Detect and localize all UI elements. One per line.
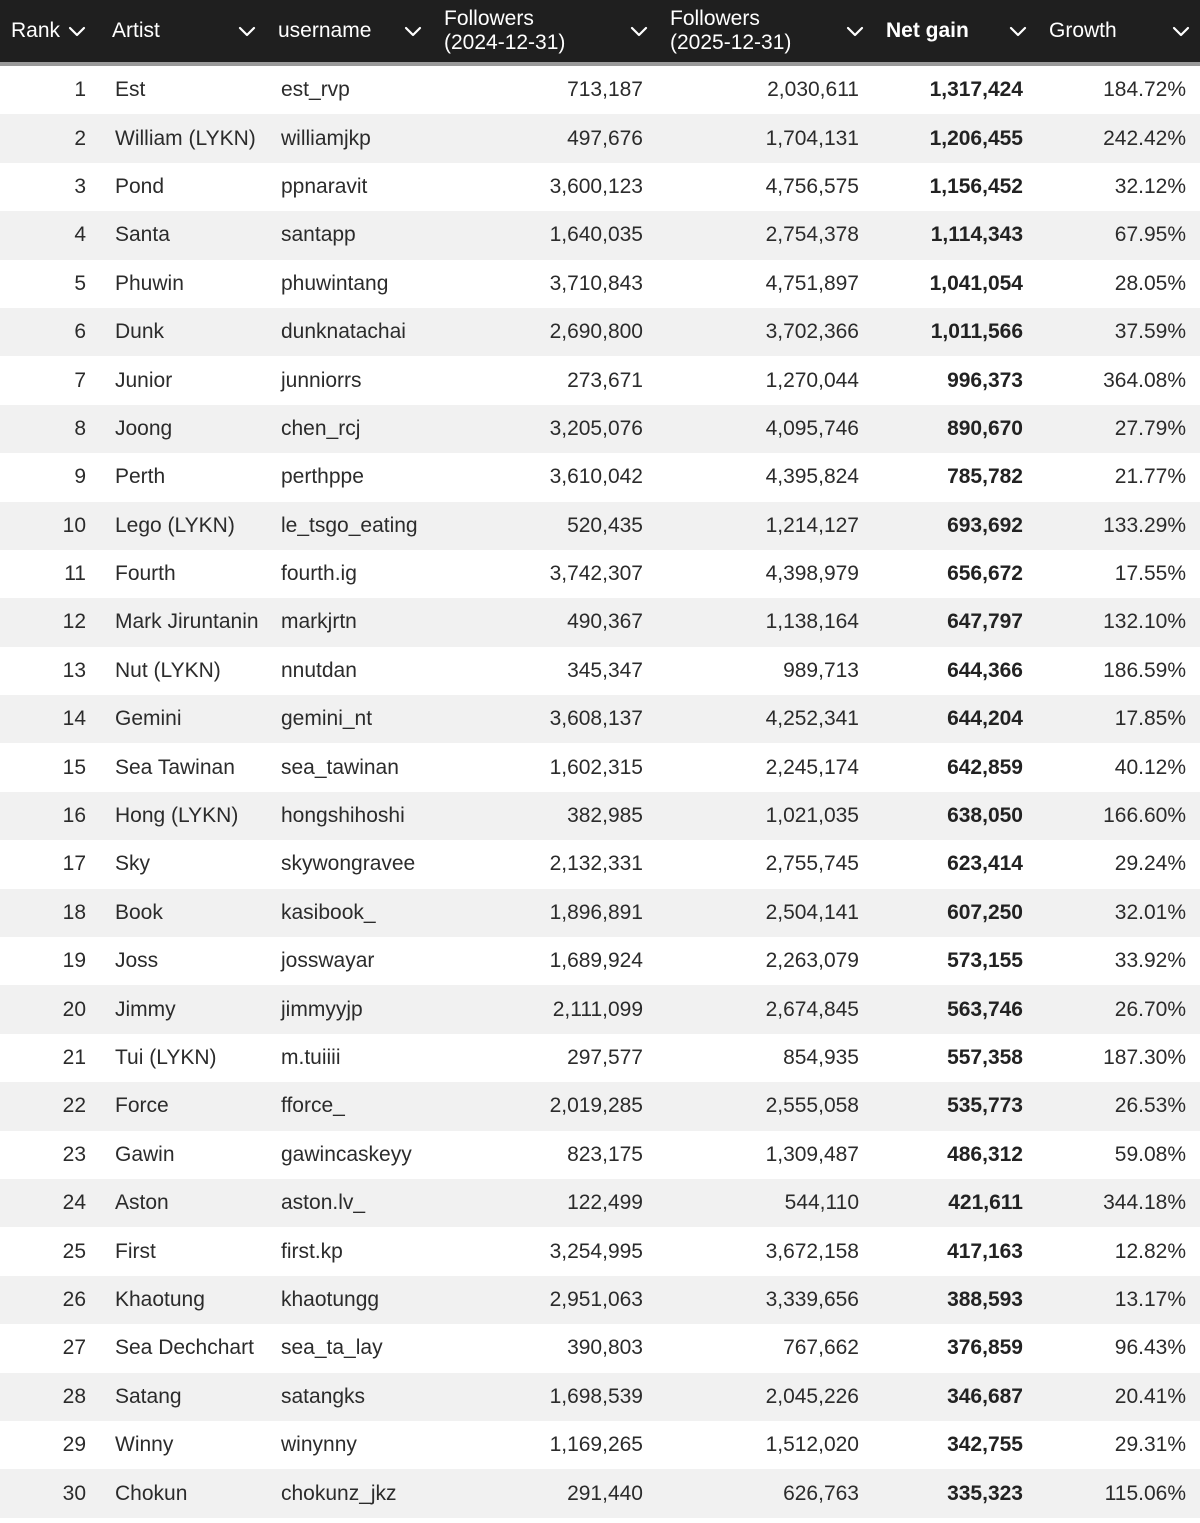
artist-cell: Tui (LYKN)	[115, 1046, 217, 1069]
net-gain-cell: 376,859	[947, 1336, 1023, 1360]
net-gain-cell: 644,204	[947, 707, 1023, 731]
rank-cell: 1	[74, 78, 86, 102]
table-row	[0, 985, 1200, 1033]
followers-2025-cell: 1,270,044	[765, 368, 859, 392]
rank-cell: 4	[74, 223, 86, 247]
growth-cell: 17.85%	[1114, 707, 1186, 731]
growth-cell: 184.72%	[1103, 78, 1186, 102]
net-gain-cell: 1,011,566	[930, 320, 1023, 344]
growth-cell: 67.95%	[1114, 223, 1186, 247]
table-row	[0, 1131, 1200, 1179]
net-gain-cell: 890,670	[947, 416, 1023, 440]
followers-2024-cell: 2,132,331	[549, 852, 643, 876]
followers-2024-cell: 3,610,042	[549, 465, 643, 489]
rank-cell: 18	[62, 900, 86, 924]
followers-2024-cell: 3,254,995	[549, 1239, 643, 1263]
artist-cell: Lego (LYKN)	[115, 513, 235, 537]
chevron-down-icon[interactable]	[846, 25, 864, 37]
rank-cell: 10	[62, 513, 86, 537]
column-header-line-1: Followers	[670, 7, 760, 30]
followers-2024-cell: 122,499	[567, 1191, 643, 1215]
column-header-artist[interactable]	[100, 0, 266, 62]
username-cell: chokunz_jkz	[281, 1481, 397, 1505]
followers-2025-cell: 4,252,341	[765, 707, 859, 731]
growth-cell: 13.17%	[1114, 1287, 1186, 1311]
artist-cell: Force	[115, 1094, 169, 1118]
growth-cell: 115.06%	[1104, 1481, 1186, 1505]
table-row	[0, 1179, 1200, 1227]
artist-cell: Nut (LYKN)	[115, 658, 221, 682]
followers-2025-cell: 4,095,746	[765, 416, 859, 440]
net-gain-cell: 1,114,343	[930, 223, 1023, 247]
rank-cell: 2	[74, 126, 86, 150]
followers-2024-cell: 3,600,123	[549, 174, 643, 198]
followers-2025-cell: 1,512,020	[765, 1433, 859, 1457]
net-gain-cell: 638,050	[947, 804, 1023, 828]
followers-2025-cell: 626,763	[783, 1481, 859, 1505]
net-gain-cell: 563,746	[947, 997, 1023, 1021]
username-cell: m.tuiiii	[281, 1046, 341, 1069]
followers-2024-cell: 823,175	[567, 1142, 643, 1166]
net-gain-cell: 1,317,424	[929, 78, 1023, 102]
followers-2024-cell: 291,440	[567, 1481, 643, 1505]
rank-cell: 30	[62, 1481, 86, 1505]
followers-2024-cell: 1,640,035	[549, 223, 643, 247]
username-cell: phuwintang	[281, 271, 389, 295]
followers-2024-cell: 390,803	[567, 1336, 643, 1360]
artist-cell: Satang	[115, 1384, 182, 1408]
column-header-line-1: Followers	[444, 7, 534, 30]
table-row	[0, 598, 1200, 646]
followers-2025-cell: 4,398,979	[765, 562, 859, 586]
followers-2024-cell: 3,205,076	[549, 416, 643, 440]
table-row	[0, 502, 1200, 550]
followers-2025-cell: 854,935	[783, 1046, 859, 1069]
growth-cell: 132.10%	[1103, 610, 1186, 634]
table-row	[0, 1373, 1200, 1421]
net-gain-cell: 623,414	[947, 852, 1023, 876]
username-cell: winynny	[281, 1433, 357, 1457]
followers-2024-cell: 3,608,137	[549, 707, 643, 731]
username-cell: ppnaravit	[281, 174, 368, 198]
username-cell: gawincaskeyy	[281, 1142, 412, 1166]
table-row	[0, 1469, 1200, 1517]
followers-2024-cell: 345,347	[567, 658, 643, 682]
column-header-label	[444, 7, 565, 55]
rank-cell: 5	[74, 271, 86, 295]
followers-2024-cell: 490,367	[567, 610, 643, 634]
followers-2024-cell: 3,710,843	[549, 271, 643, 295]
followers-2025-cell: 2,754,378	[765, 223, 859, 247]
followers-2025-cell: 1,704,131	[765, 126, 859, 150]
followers-2025-cell: 2,555,058	[765, 1094, 859, 1118]
table-row	[0, 260, 1200, 308]
followers-2024-cell: 382,985	[567, 804, 643, 828]
growth-cell: 33.92%	[1114, 949, 1186, 973]
followers-2024-cell: 1,169,265	[549, 1433, 643, 1457]
username-cell: santapp	[281, 223, 356, 247]
net-gain-cell: 647,797	[947, 610, 1023, 634]
username-cell: fforce_	[281, 1094, 345, 1118]
username-cell: williamjkp	[281, 126, 371, 150]
followers-2024-cell: 297,577	[567, 1046, 643, 1069]
followers-2024-cell: 2,019,285	[549, 1094, 643, 1118]
rank-cell: 26	[62, 1287, 86, 1311]
table-header	[0, 0, 1200, 66]
chevron-down-icon[interactable]	[404, 25, 422, 37]
username-cell: first.kp	[281, 1239, 343, 1263]
growth-cell: 364.08%	[1103, 368, 1186, 392]
username-cell: dunknatachai	[281, 320, 406, 344]
followers-2025-cell: 2,755,745	[765, 852, 859, 876]
growth-cell: 186.59%	[1103, 658, 1186, 682]
growth-cell: 32.12%	[1114, 174, 1186, 198]
net-gain-cell: 785,782	[947, 465, 1023, 489]
artist-cell: Est	[115, 78, 146, 102]
table-row	[0, 453, 1200, 501]
table-row	[0, 1421, 1200, 1469]
rank-cell: 12	[62, 610, 86, 634]
rank-cell: 15	[62, 755, 86, 779]
column-header-label: Net gain	[886, 19, 969, 42]
rank-cell: 28	[62, 1384, 86, 1408]
growth-cell: 37.59%	[1114, 320, 1186, 344]
column-header-followers-2025[interactable]	[658, 0, 874, 62]
table-row	[0, 792, 1200, 840]
net-gain-cell: 346,687	[947, 1384, 1023, 1408]
artist-cell: Hong (LYKN)	[115, 804, 239, 828]
column-header-label: Rank	[11, 19, 61, 42]
net-gain-cell: 644,366	[947, 658, 1023, 682]
followers-2025-cell: 4,751,897	[765, 271, 859, 295]
rank-cell: 22	[62, 1094, 86, 1118]
growth-cell: 29.31%	[1114, 1433, 1186, 1457]
net-gain-cell: 335,323	[947, 1481, 1023, 1505]
artist-cell: Sea Dechchart	[115, 1336, 254, 1360]
followers-2025-cell: 2,045,226	[765, 1384, 859, 1408]
followers-2025-cell: 2,245,174	[765, 755, 859, 779]
table-row	[0, 550, 1200, 598]
rank-cell: 27	[62, 1336, 86, 1360]
table-row	[0, 1082, 1200, 1130]
username-cell: jimmyyjp	[281, 997, 363, 1021]
username-cell: skywongravee	[281, 852, 416, 876]
chevron-down-icon[interactable]	[238, 25, 256, 37]
followers-2024-cell: 1,896,891	[549, 900, 643, 924]
username-cell: hongshihoshi	[281, 804, 405, 828]
growth-cell: 27.79%	[1114, 416, 1186, 440]
column-header-growth[interactable]	[1037, 0, 1200, 62]
artist-cell: Gemini	[115, 707, 182, 731]
artist-cell: Khaotung	[115, 1287, 205, 1311]
username-cell: nnutdan	[281, 658, 357, 682]
table-row	[0, 66, 1200, 114]
column-header-label	[670, 7, 791, 55]
table-row	[0, 889, 1200, 937]
growth-cell: 17.55%	[1114, 562, 1186, 586]
growth-cell: 133.29%	[1103, 513, 1186, 537]
table-row	[0, 1276, 1200, 1324]
table-row	[0, 695, 1200, 743]
username-cell: kasibook_	[281, 900, 376, 924]
growth-cell: 26.53%	[1114, 1094, 1186, 1118]
table-row	[0, 937, 1200, 985]
rank-cell: 19	[62, 949, 86, 973]
followers-2025-cell: 3,339,656	[765, 1287, 859, 1311]
growth-cell: 26.70%	[1114, 997, 1186, 1021]
chevron-down-icon[interactable]	[1009, 25, 1027, 37]
chevron-down-icon[interactable]	[68, 25, 86, 37]
growth-cell: 40.12%	[1114, 755, 1186, 779]
table-row	[0, 840, 1200, 888]
followers-2025-cell: 3,672,158	[765, 1239, 859, 1263]
rank-cell: 3	[74, 174, 86, 198]
followers-2025-cell: 989,713	[783, 658, 859, 682]
growth-cell: 187.30%	[1103, 1046, 1186, 1069]
followers-2025-cell: 1,309,487	[765, 1142, 859, 1166]
artist-cell: Joong	[115, 416, 173, 440]
username-cell: le_tsgo_eating	[281, 513, 418, 537]
rank-cell: 23	[62, 1142, 86, 1166]
net-gain-cell: 642,859	[947, 755, 1023, 779]
followers-2025-cell: 3,702,366	[765, 320, 859, 344]
growth-cell: 344.18%	[1103, 1191, 1186, 1215]
rank-cell: 21	[62, 1046, 86, 1069]
rank-cell: 16	[62, 804, 86, 828]
artist-cell: Aston	[115, 1191, 169, 1215]
artist-cell: Phuwin	[115, 271, 184, 295]
username-cell: fourth.ig	[281, 562, 357, 586]
username-cell: junniorrs	[281, 368, 362, 392]
followers-2024-cell: 713,187	[567, 78, 643, 102]
followers-2025-cell: 1,214,127	[765, 513, 859, 537]
table-row	[0, 211, 1200, 259]
table-row	[0, 308, 1200, 356]
artist-cell: Winny	[115, 1433, 174, 1457]
table-row	[0, 1034, 1200, 1082]
followers-2025-cell: 2,263,079	[765, 949, 859, 973]
rank-cell: 24	[62, 1191, 86, 1215]
followers-2025-cell: 1,138,164	[765, 610, 859, 634]
growth-cell: 29.24%	[1114, 852, 1186, 876]
net-gain-cell: 342,755	[947, 1433, 1023, 1457]
net-gain-cell: 1,041,054	[929, 271, 1023, 295]
followers-2025-cell: 1,021,035	[765, 804, 859, 828]
rank-cell: 14	[62, 707, 86, 731]
net-gain-cell: 996,373	[947, 368, 1023, 392]
table-row	[0, 743, 1200, 791]
table-row	[0, 1227, 1200, 1275]
artist-cell: Book	[115, 900, 163, 924]
username-cell: satangks	[281, 1384, 366, 1408]
followers-2024-cell: 2,111,099	[552, 997, 643, 1021]
artist-cell: Mark Jiruntanin	[115, 610, 259, 634]
artist-cell: Junior	[115, 368, 173, 392]
rank-cell: 25	[62, 1239, 86, 1263]
username-cell: perthppe	[281, 465, 364, 489]
followers-2024-cell: 2,951,063	[549, 1287, 643, 1311]
table-row	[0, 405, 1200, 453]
followers-2024-cell: 520,435	[567, 513, 643, 537]
followers-2024-cell: 497,676	[567, 126, 643, 150]
artist-cell: Chokun	[115, 1481, 188, 1505]
column-header-rank[interactable]	[0, 0, 100, 62]
column-header-username[interactable]	[266, 0, 432, 62]
followers-2025-cell: 2,504,141	[765, 900, 859, 924]
rank-cell: 17	[62, 852, 86, 876]
net-gain-cell: 421,611	[948, 1191, 1023, 1215]
artist-cell: Dunk	[115, 320, 165, 344]
net-gain-cell: 573,155	[947, 949, 1023, 973]
rank-cell: 7	[74, 368, 86, 392]
column-header-line-2: (2024-12-31)	[444, 31, 566, 54]
column-header-label: Growth	[1049, 19, 1117, 42]
username-cell: markjrtn	[281, 610, 357, 634]
table-row	[0, 356, 1200, 404]
artist-cell: Sky	[115, 852, 151, 876]
net-gain-cell: 607,250	[947, 900, 1023, 924]
username-cell: chen_rcj	[281, 416, 361, 440]
growth-cell: 32.01%	[1114, 900, 1186, 924]
username-cell: khaotungg	[281, 1287, 380, 1311]
artist-cell: Gawin	[115, 1142, 175, 1166]
growth-cell: 28.05%	[1114, 271, 1186, 295]
followers-2025-cell: 2,674,845	[765, 997, 859, 1021]
column-header-followers-2024[interactable]	[432, 0, 658, 62]
growth-cell: 12.82%	[1114, 1239, 1186, 1263]
column-header-net-gain[interactable]	[874, 0, 1037, 62]
username-cell: gemini_nt	[281, 707, 373, 731]
artist-cell: Sea Tawinan	[115, 755, 235, 779]
username-cell: sea_ta_lay	[281, 1336, 383, 1360]
table-body	[0, 66, 1200, 1518]
table-row	[0, 647, 1200, 695]
net-gain-cell: 557,358	[947, 1046, 1023, 1069]
artist-cell: Joss	[115, 949, 159, 973]
chevron-down-icon[interactable]	[1172, 25, 1190, 37]
net-gain-cell: 535,773	[947, 1094, 1023, 1118]
growth-cell: 96.43%	[1114, 1336, 1186, 1360]
username-cell: est_rvp	[281, 78, 350, 102]
rank-cell: 9	[74, 465, 86, 489]
net-gain-cell: 388,593	[947, 1287, 1023, 1311]
growth-cell: 242.42%	[1103, 126, 1186, 150]
username-cell: josswayar	[281, 949, 375, 973]
column-header-label: Artist	[112, 19, 160, 42]
artist-cell: William (LYKN)	[115, 126, 256, 150]
followers-2024-cell: 1,602,315	[549, 755, 643, 779]
followers-2025-cell: 4,756,575	[765, 174, 859, 198]
growth-cell: 21.77%	[1114, 465, 1186, 489]
net-gain-cell: 486,312	[947, 1142, 1023, 1166]
artist-cell: Santa	[115, 223, 170, 247]
table-row	[0, 163, 1200, 211]
followers-2024-cell: 3,742,307	[549, 562, 643, 586]
column-header-line-2: (2025-12-31)	[670, 31, 792, 54]
growth-cell: 59.08%	[1114, 1142, 1186, 1166]
rank-cell: 11	[64, 562, 86, 586]
chevron-down-icon[interactable]	[630, 25, 648, 37]
rank-cell: 20	[62, 997, 86, 1021]
username-cell: sea_tawinan	[281, 755, 399, 779]
followers-2024-cell: 1,689,924	[549, 949, 643, 973]
followers-2025-cell: 544,110	[784, 1191, 859, 1215]
net-gain-cell: 1,206,455	[929, 126, 1023, 150]
followers-2024-cell: 273,671	[567, 368, 643, 392]
table-row	[0, 1324, 1200, 1372]
followers-2025-cell: 4,395,824	[765, 465, 859, 489]
followers-2024-cell: 2,690,800	[549, 320, 643, 344]
net-gain-cell: 417,163	[947, 1239, 1023, 1263]
net-gain-cell: 693,692	[947, 513, 1023, 537]
artist-cell: Perth	[115, 465, 166, 489]
table-row	[0, 114, 1200, 162]
artist-cell: Pond	[115, 174, 165, 198]
followers-2025-cell: 767,662	[783, 1336, 859, 1360]
followers-2025-cell: 2,030,611	[767, 78, 859, 102]
net-gain-cell: 656,672	[947, 562, 1023, 586]
net-gain-cell: 1,156,452	[929, 174, 1023, 198]
artist-cell: First	[115, 1239, 156, 1263]
rank-cell: 6	[74, 320, 86, 344]
username-cell: aston.lv_	[281, 1191, 366, 1215]
rank-cell: 13	[62, 658, 86, 682]
column-header-label: username	[278, 19, 372, 42]
artist-cell: Jimmy	[115, 997, 176, 1021]
growth-cell: 20.41%	[1114, 1384, 1186, 1408]
artist-cell: Fourth	[115, 562, 176, 586]
growth-cell: 166.60%	[1103, 804, 1186, 828]
rank-cell: 8	[74, 416, 86, 440]
followers-2024-cell: 1,698,539	[549, 1384, 643, 1408]
rank-cell: 29	[62, 1433, 86, 1457]
